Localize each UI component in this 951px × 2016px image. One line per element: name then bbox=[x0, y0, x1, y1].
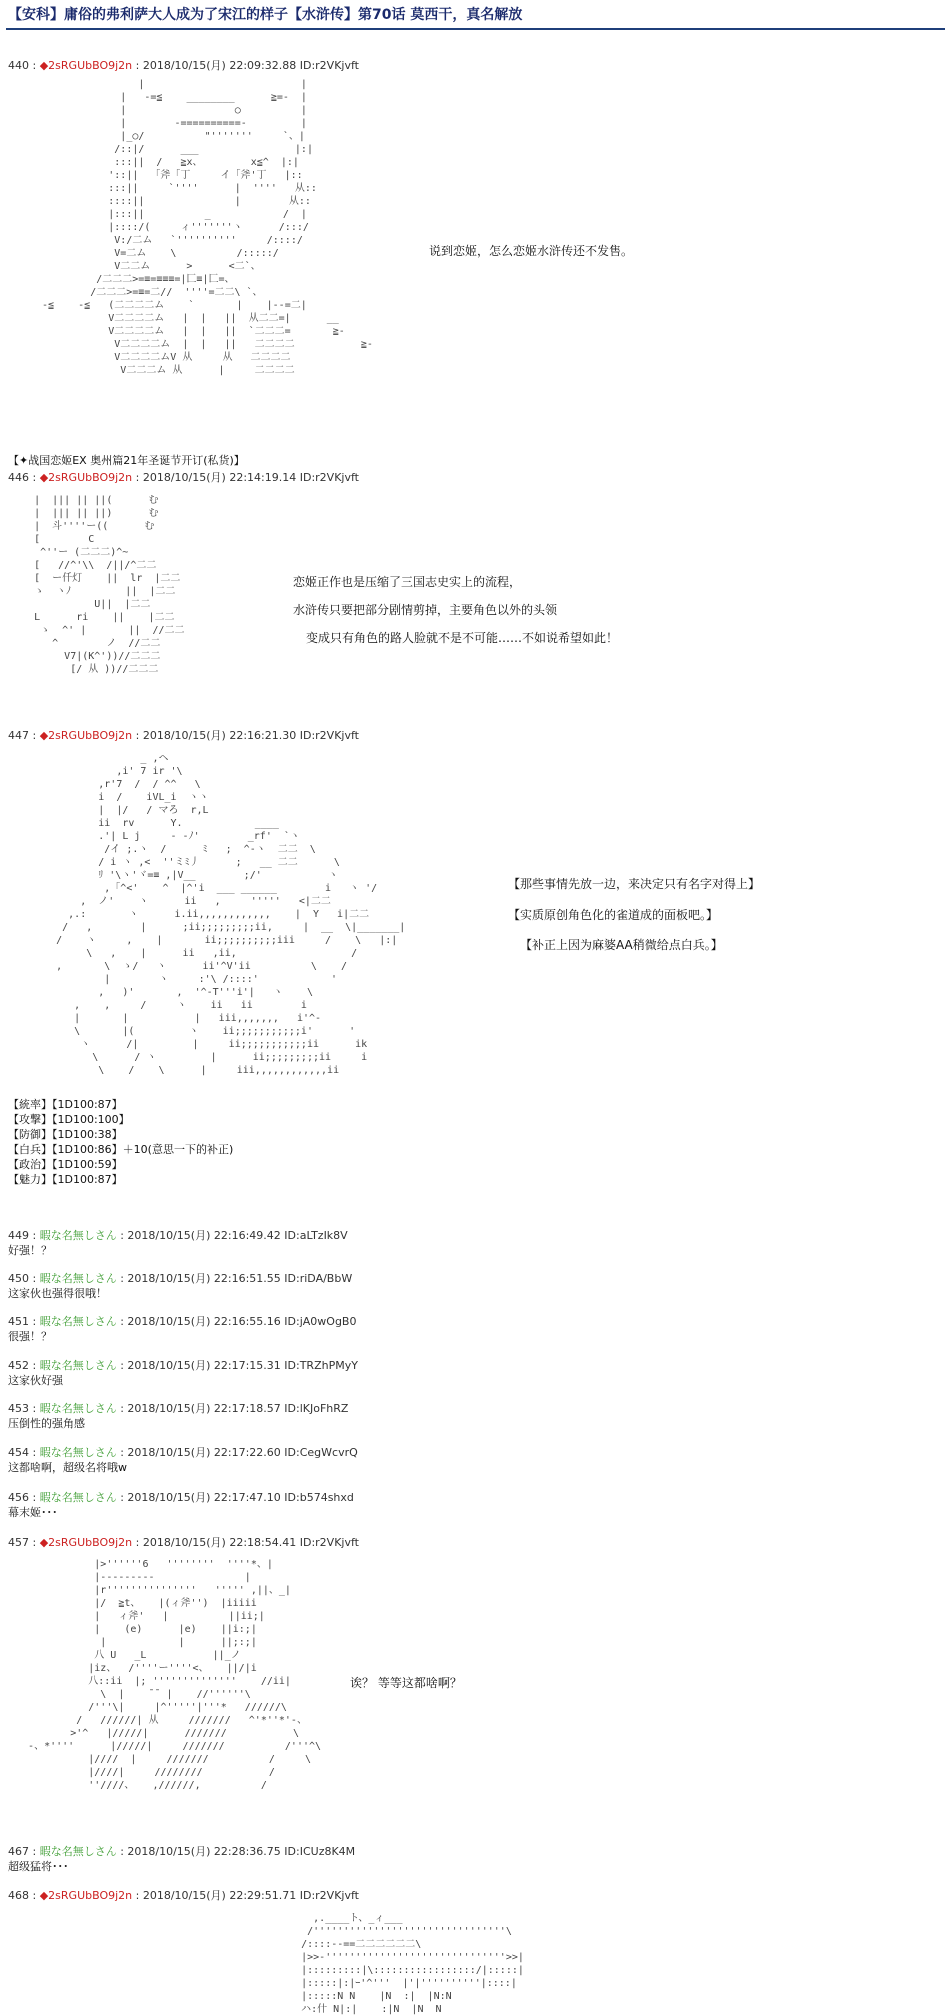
post-date: 2018/10/15(月) 22:17:47.10 bbox=[127, 1491, 281, 1504]
poster-name: 暇な名無しさん bbox=[39, 1272, 117, 1285]
post-date: 2018/10/15(月) 22:16:51.55 bbox=[127, 1272, 281, 1285]
post-date: 2018/10/15(月) 22:14:19.14 bbox=[142, 471, 297, 484]
poster-id[interactable]: ID:r2VKjvft bbox=[299, 729, 359, 742]
post-number[interactable]: 450 bbox=[8, 1272, 29, 1285]
dialog-line: 说到恋姬，怎么恋姬水浒传还不发售。 bbox=[429, 244, 634, 258]
post-header-450: 450 : 暇な名無しさん : 2018/10/15(月) 22:16:51.55 ID:riDA/BbW bbox=[8, 1272, 353, 1285]
post-header-454: 454 : 暇な名無しさん : 2018/10/15(月) 22:17:22.60 ID:CegWcvrQ bbox=[8, 1446, 358, 1459]
trip-diamond-icon: ◆ bbox=[39, 1536, 49, 1549]
dialog-line: 【那些事情先放一边，来决定只有名字对得上】 bbox=[508, 877, 761, 891]
poster-id[interactable]: ID:r2VKjvft bbox=[299, 1889, 359, 1902]
poster-name: 2sRGUbBO9j2n bbox=[48, 59, 133, 72]
poster-name: 暇な名無しさん bbox=[39, 1845, 117, 1858]
trip-diamond-icon: ◆ bbox=[39, 1889, 49, 1902]
dialog-line: 【补正上因为麻婆AA稍微给点白兵。】 bbox=[520, 938, 723, 952]
poster-id[interactable]: ID:TRZhPMyY bbox=[284, 1359, 358, 1372]
post-date: 2018/10/15(月) 22:17:15.31 bbox=[127, 1359, 281, 1372]
poster-name: 暇な名無しさん bbox=[39, 1446, 117, 1459]
post-date: 2018/10/15(月) 22:09:32.88 bbox=[142, 59, 297, 72]
post-header-447: 447 : ◆2sRGUbBO9j2n : 2018/10/15(月) 22:16:21.30 ID:r2VKjvft bbox=[8, 729, 359, 742]
post-body: 这家伙也强得很哦！ bbox=[8, 1287, 107, 1300]
post-header-453: 453 : 暇な名無しさん : 2018/10/15(月) 22:17:18.57 ID:lKJoFhRZ bbox=[8, 1402, 349, 1415]
post-number[interactable]: 467 bbox=[8, 1845, 29, 1858]
poster-id[interactable]: ID:jA0wOgB0 bbox=[284, 1315, 357, 1328]
post-body: 幕末姬･･･ bbox=[8, 1506, 58, 1519]
trip-diamond-icon: ◆ bbox=[39, 59, 49, 72]
post-number[interactable]: 446 bbox=[8, 471, 29, 484]
dialog-line: 恋姬正作也是压缩了三国志史实上的流程， bbox=[293, 575, 522, 589]
post-date: 2018/10/15(月) 22:18:54.41 bbox=[142, 1536, 297, 1549]
poster-name: 暇な名無しさん bbox=[39, 1359, 117, 1372]
stat-melee: 【白兵】【1D100:86】＋10(意思一下的补正) bbox=[8, 1143, 234, 1156]
ascii-art-440: | | | -=≦ ________ ≧=- | | ○ | | -==========- | |_○/ "''''''' `、| /::|/ ___ |:| :::|| / ≧x、 x≦^ |:| '::|| 「斧「丁 イ「斧'丁 |:: :::|| `'''' | '''' 从:: ::::|| | 从:: |:::|| _ / | |::::/( ィ'''''''ヽ /:::/ V:/二ム `'''''''''' /::::/ V=二ム \ /:::::/ V二二ム > <二`、 /二二二>=≡=≡≡≡=|匚≡|匚=、 /二二二>=≡=二// ''''=二二\ `、 -≦ -≦ (二二二二ム ` | |--=二| V二二二二ム | | || 从二二=| __ V二二二二ム | | || `二二二= ≧- V二二二二ム | | || 二二二二 ≧- V二二二二ムV 从 从 二二二二 V二二二ム 从 | 二二二二 bbox=[42, 79, 373, 376]
post-number[interactable]: 447 bbox=[8, 729, 29, 742]
post-date: 2018/10/15(月) 22:16:49.42 bbox=[127, 1229, 281, 1242]
post-body: 压倒性的强角感 bbox=[8, 1417, 85, 1430]
post-number[interactable]: 456 bbox=[8, 1491, 29, 1504]
poster-id[interactable]: ID:ICUz8K4M bbox=[284, 1845, 356, 1858]
trip-diamond-icon: ◆ bbox=[39, 729, 49, 742]
post-header-449: 449 : 暇な名無しさん : 2018/10/15(月) 22:16:49.42 ID:aLTzIk8V bbox=[8, 1229, 348, 1242]
post-number[interactable]: 449 bbox=[8, 1229, 29, 1242]
title-divider bbox=[6, 28, 945, 30]
post-number[interactable]: 451 bbox=[8, 1315, 29, 1328]
post-date: 2018/10/15(月) 22:16:55.16 bbox=[127, 1315, 281, 1328]
poster-id[interactable]: ID:r2VKjvft bbox=[299, 1536, 359, 1549]
poster-id[interactable]: ID:CegWcvrQ bbox=[284, 1446, 358, 1459]
post-body: 好强！？ bbox=[8, 1244, 52, 1257]
poster-id[interactable]: ID:r2VKjvft bbox=[299, 471, 359, 484]
poster-id[interactable]: ID:aLTzIk8V bbox=[284, 1229, 348, 1242]
stat-defense: 【防御】【1D100:38】 bbox=[8, 1128, 123, 1141]
post-number[interactable]: 452 bbox=[8, 1359, 29, 1372]
post-number[interactable]: 468 bbox=[8, 1889, 29, 1902]
post-number[interactable]: 457 bbox=[8, 1536, 29, 1549]
poster-id[interactable]: ID:riDA/BbW bbox=[284, 1272, 353, 1285]
post-number[interactable]: 454 bbox=[8, 1446, 29, 1459]
post-header-468: 468 : ◆2sRGUbBO9j2n : 2018/10/15(月) 22:29:51.71 ID:r2VKjvft bbox=[8, 1889, 359, 1902]
poster-id[interactable]: ID:r2VKjvft bbox=[299, 59, 359, 72]
poster-id[interactable]: ID:b574shxd bbox=[284, 1491, 354, 1504]
post-header-452: 452 : 暇な名無しさん : 2018/10/15(月) 22:17:15.31 ID:TRZhPMyY bbox=[8, 1359, 358, 1372]
post-header-467: 467 : 暇な名無しさん : 2018/10/15(月) 22:28:36.75 ID:ICUz8K4M bbox=[8, 1845, 356, 1858]
ascii-art-447: _ ,ヘ ,i' 7 ir '\ ,r'7 / / ^^ \ i / iVL_i ヽヽ | |/ / マろ r,L ii rv Y. ____ .'| L j - -ﾉ' _rf' `ヽ /イ ;.ヽ / ﾐ ; ^-ヽ 二二 \ / i ヽ ,< ''ミﾐ丿 ; __ 二二 \ ﾘ '\ヽ'ヾ=≡ ,|V__ ;/' ヽ ,「^<' ^ |^'i ___ ______ i ヽ '/ , ノ' ヽ ii , ''''' <|二二 ,.: ヽ i.ii,,,,,,,,,,,, | Y i|二二 / , | ;ii;;;;;;;;;ii, | __ \|_______| / ヽ , | ii;;;;;;;;;;iii / \ |:| \ , | ii ,ii, / , \ ゝ/ ヽ ii'^V'ii \ / | ヽ :'\ /::::' ' , )' , '^-T'''i'| ヽ \ , , / ヽ ii ii i | | | iii,,,,,,, i'^- \ |( ヽ ii;;;;;;;;;;;i' ' ヽ /| | ii;;;;;;;;;;;ii ik \ / ヽ | ii;;;;;;;;;ii i \ / \ | iii,,,,,,,,,,,,ii bbox=[56, 753, 406, 1076]
poster-name: 2sRGUbBO9j2n bbox=[48, 471, 133, 484]
ascii-art-457: |>''''''6 '''''''' ''''*、| |--------- | |r''''''''''''''' ''''' ,||、_| |/ ≧t、 |(ィ斧'') |iiiii | ィ斧' | ||ii;| | (e) |e) ||i:;| | | ||;:;| 八 U _L ||_ノ |iz、 /''''ー''''<、 ||/|i 八::ii |; '''''''''''''' //ii| \ | ̄ ̄ | //''''''\ /'''\| |^'''''|'''* //////\ / //////| 从 /////// ^'*''*'-、 >'^ |/////| /////// \ -、*'''' |/////| /////// /'''^\ |//// | /////// / \ |////| //////// / ''////、 ,//////, / bbox=[28, 1559, 322, 1791]
post-number[interactable]: 440 bbox=[8, 59, 29, 72]
stat-charisma: 【魅力】【1D100:87】 bbox=[8, 1173, 123, 1186]
poster-id[interactable]: ID:lKJoFhRZ bbox=[284, 1402, 349, 1415]
dialog-line: 变成只有角色的路人脸就不是不可能……不如说希望如此！ bbox=[306, 631, 619, 645]
stat-leadership: 【統率】【1D100:87】 bbox=[8, 1098, 123, 1111]
post-body: 这家伙好强 bbox=[8, 1374, 63, 1387]
post-body: 很强！？ bbox=[8, 1330, 52, 1343]
post-header-456: 456 : 暇な名無しさん : 2018/10/15(月) 22:17:47.10 ID:b574shxd bbox=[8, 1491, 354, 1504]
post-note: 【✦战国恋姬EX 奥州篇21年圣诞节开订(私货)】 bbox=[8, 454, 245, 467]
poster-name: 暇な名無しさん bbox=[39, 1229, 117, 1242]
poster-name: 2sRGUbBO9j2n bbox=[48, 729, 133, 742]
post-body: 超级猛将･･･ bbox=[8, 1860, 69, 1873]
post-header-440: 440 : ◆2sRGUbBO9j2n : 2018/10/15(月) 22:09:32.88 ID:r2VKjvft bbox=[8, 59, 359, 72]
poster-name: 暇な名無しさん bbox=[39, 1491, 117, 1504]
post-number[interactable]: 453 bbox=[8, 1402, 29, 1415]
trip-diamond-icon: ◆ bbox=[39, 471, 49, 484]
thread-title: 【安科】庸俗的弗利萨大人成为了宋江的样子【水浒传】第70话 莫西干，真名解放 bbox=[8, 7, 523, 23]
ascii-art-446: | ||| || ||( む | ||| || ||) む | 斗''''ー(( む [ C ^''ー (二二二)^~ [ //^'\\ /||/^二二 [ ー仟灯 || lr |二二 ゝ ヽﾉ || |二二 U|| |二二 L ri || |二二 ゝ ^' | || //二二 ^ ノ //二二 V7|(K^'))//二二二 [/ 从 ))//二二二 bbox=[34, 495, 185, 675]
stat-politics: 【政治】【1D100:59】 bbox=[8, 1158, 123, 1171]
poster-name: 暇な名無しさん bbox=[39, 1315, 117, 1328]
post-date: 2018/10/15(月) 22:17:18.57 bbox=[127, 1402, 281, 1415]
post-header-451: 451 : 暇な名無しさん : 2018/10/15(月) 22:16:55.16 ID:jA0wOgB0 bbox=[8, 1315, 357, 1328]
poster-name: 2sRGUbBO9j2n bbox=[48, 1536, 133, 1549]
post-date: 2018/10/15(月) 22:29:51.71 bbox=[142, 1889, 297, 1902]
post-date: 2018/10/15(月) 22:17:22.60 bbox=[127, 1446, 281, 1459]
post-header-457: 457 : ◆2sRGUbBO9j2n : 2018/10/15(月) 22:18:54.41 ID:r2VKjvft bbox=[8, 1536, 359, 1549]
post-header-446: 446 : ◆2sRGUbBO9j2n : 2018/10/15(月) 22:14:19.14 ID:r2VKjvft bbox=[8, 471, 359, 484]
post-date: 2018/10/15(月) 22:28:36.75 bbox=[127, 1845, 281, 1858]
stat-attack: 【攻撃】【1D100:100】 bbox=[8, 1113, 130, 1126]
post-body: 这都啥啊，超级名将哦w bbox=[8, 1461, 127, 1474]
poster-name: 暇な名無しさん bbox=[39, 1402, 117, 1415]
dialog-line: 诶？ 等等这都啥啊？ bbox=[350, 1676, 462, 1690]
dialog-line: 【实质原创角色化的雀道成的面板吧。】 bbox=[508, 908, 719, 922]
dialog-line: 水浒传只要把部分剧情剪掉，主要角色以外的头领 bbox=[293, 603, 558, 617]
poster-name: 2sRGUbBO9j2n bbox=[48, 1889, 133, 1902]
stat-block bbox=[8, 1097, 233, 1187]
post-date: 2018/10/15(月) 22:16:21.30 bbox=[142, 729, 297, 742]
ascii-art-468: ,.____ト、_ィ___ /''''''''''''''''''''''''''''''''\ /::::--==二二二二二二\ |>>-''''''''''''''''''''''''''''''>>| |:::::::::|\:::::::::::::::::/|:::::| |:::::|:|ｰ'^''' |'|''''''''''|::::| |:::::N N |N :| |N:N ハ:什 N|:| :|N |N N bbox=[301, 1913, 524, 2015]
